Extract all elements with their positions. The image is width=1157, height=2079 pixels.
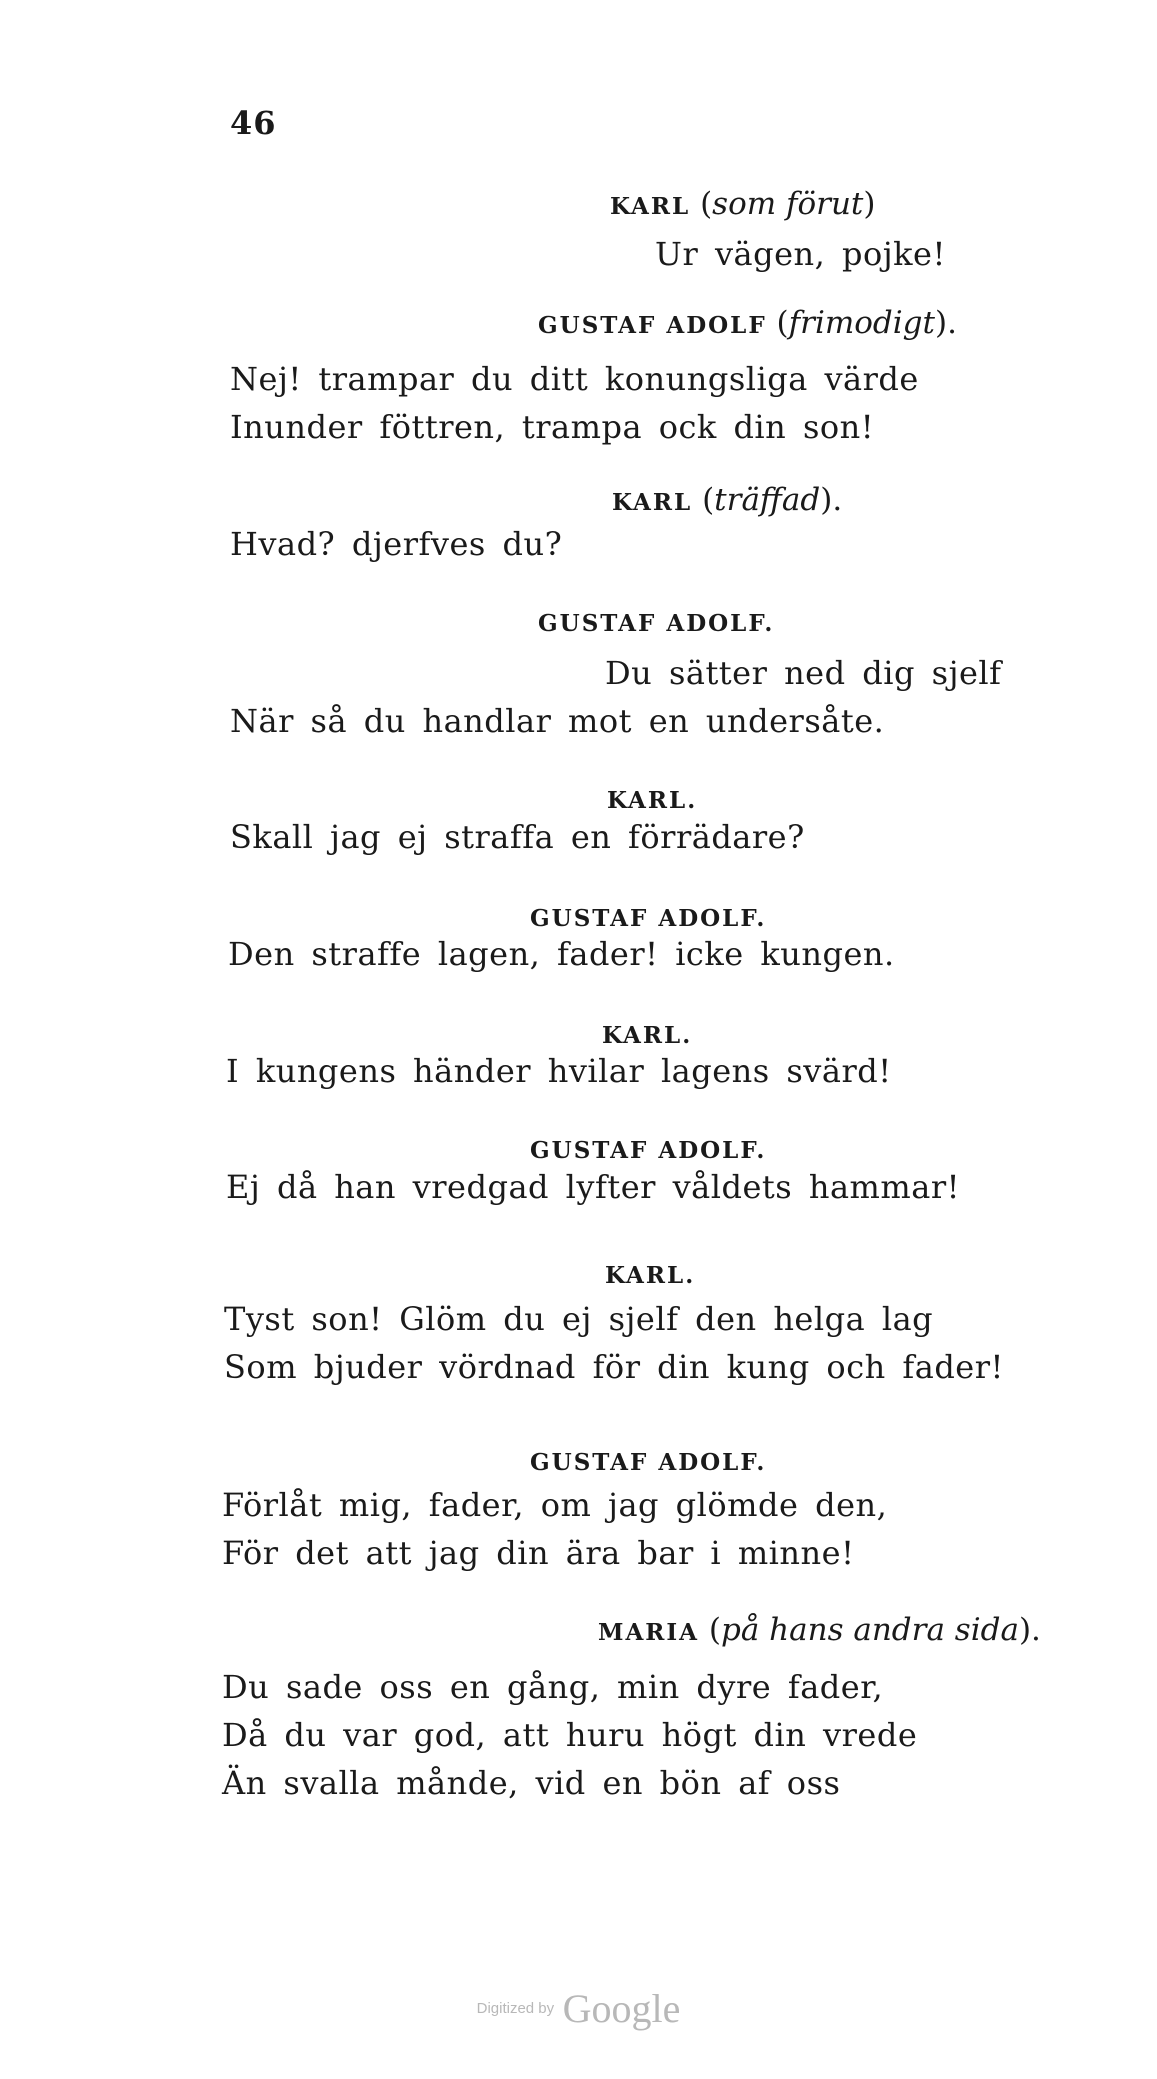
speaker-heading: KARL (som förut) [610, 186, 876, 222]
speaker-name: KARL [610, 193, 691, 220]
verse-line: Den straffe lagen, fader! icke kungen. [228, 935, 895, 973]
verse-line: För det att jag din ära bar i minne! [222, 1534, 855, 1572]
stage-direction: på hans andra sida [721, 1612, 1019, 1648]
speaker-heading: MARIA (på hans andra sida). [598, 1612, 1041, 1648]
speaker-name: MARIA [598, 1619, 700, 1646]
speaker-name: KARL. [607, 787, 698, 814]
verse-line: Ur vägen, pojke! [655, 235, 946, 273]
speaker-heading [602, 1015, 692, 1051]
google-logo: Google [562, 1986, 681, 2031]
stage-direction: som förut [712, 186, 864, 222]
verse-line: I kungens händer hvilar lagens svärd! [226, 1052, 892, 1090]
verse-line: Som bjuder vördnad för din kung och fader! [224, 1348, 1004, 1386]
verse-line: Nej! trampar du ditt konungsliga värde [230, 360, 919, 398]
digitized-watermark [0, 1985, 1157, 2032]
speaker-heading [530, 1442, 766, 1478]
verse-line: Förlåt mig, fader, om jag glömde den, [222, 1486, 888, 1524]
verse-line: Ej då han vredgad lyfter våldets hammar! [226, 1168, 960, 1206]
speaker-heading [538, 603, 774, 639]
verse-line: Inunder föttren, trampa ock din son! [230, 408, 875, 446]
speaker-name: KARL. [605, 1262, 696, 1289]
verse-line: Skall jag ej straffa en förrädare? [230, 818, 805, 856]
speaker-name: GUSTAF ADOLF. [538, 610, 775, 637]
speaker-name: GUSTAF ADOLF [538, 312, 767, 339]
verse-line: Hvad? djerfves du? [230, 525, 563, 563]
digitized-label: Digitized by [476, 2000, 555, 2017]
verse-line: Tyst son! Glöm du ej sjelf den helga lag [224, 1300, 934, 1338]
speaker-heading: KARL (träffad). [612, 482, 843, 518]
speaker-name: GUSTAF ADOLF. [530, 1449, 767, 1476]
speaker-heading [530, 1130, 766, 1166]
verse-line: Du sade oss en gång, min dyre fader, [222, 1668, 884, 1706]
verse-line: När så du handlar mot en undersåte. [230, 702, 885, 740]
speaker-heading [607, 780, 697, 816]
verse-line: Då du var god, att huru högt din vrede [222, 1716, 918, 1754]
verse-line: Än svalla månde, vid en bön af oss [222, 1764, 841, 1802]
page-number: 46 [230, 104, 277, 142]
speaker-name: KARL [612, 489, 693, 516]
stage-direction: träffad [714, 482, 821, 518]
speaker-name: GUSTAF ADOLF. [530, 905, 767, 932]
speaker-name: GUSTAF ADOLF. [530, 1137, 767, 1164]
speaker-heading: GUSTAF ADOLF (frimodigt). [538, 305, 957, 341]
speaker-heading [530, 898, 766, 934]
stage-direction: frimodigt [788, 305, 935, 341]
verse-line: Du sätter ned dig sjelf [605, 654, 1002, 692]
speaker-name: KARL. [602, 1022, 693, 1049]
speaker-heading [605, 1255, 695, 1291]
